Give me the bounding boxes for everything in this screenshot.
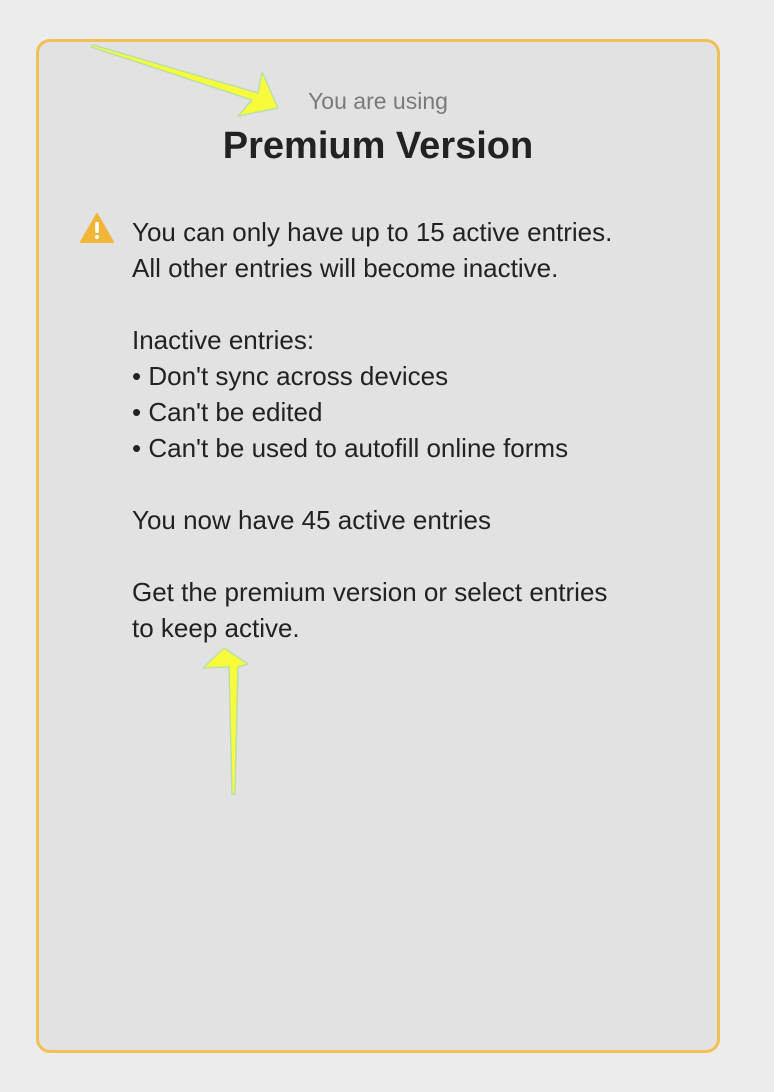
dialog-message: [132, 214, 702, 646]
limit-message-line-1: You can only have up to 15 active entries.: [132, 217, 613, 247]
inactive-list-item: • Don't sync across devices: [132, 361, 449, 391]
cta-message-line-2: to keep active.: [132, 613, 300, 643]
spacer: [132, 286, 702, 322]
dialog-subtitle: You are using: [308, 88, 448, 114]
warning-triangle-icon: [79, 212, 115, 244]
limit-message-line-2: All other entries will become inactive.: [132, 253, 559, 283]
dialog-title: Premium Version: [222, 125, 534, 167]
spacer: [132, 466, 702, 502]
premium-status-card: [36, 39, 720, 1053]
inactive-heading: Inactive entries:: [132, 325, 315, 355]
active-entries-status: You now have 45 active entries: [132, 505, 491, 535]
spacer: [132, 538, 702, 574]
inactive-list-item: • Can't be used to autofill online forms: [132, 433, 569, 463]
cta-message-line-1: Get the premium version or select entries: [132, 577, 608, 607]
inactive-list-item: • Can't be edited: [132, 397, 323, 427]
